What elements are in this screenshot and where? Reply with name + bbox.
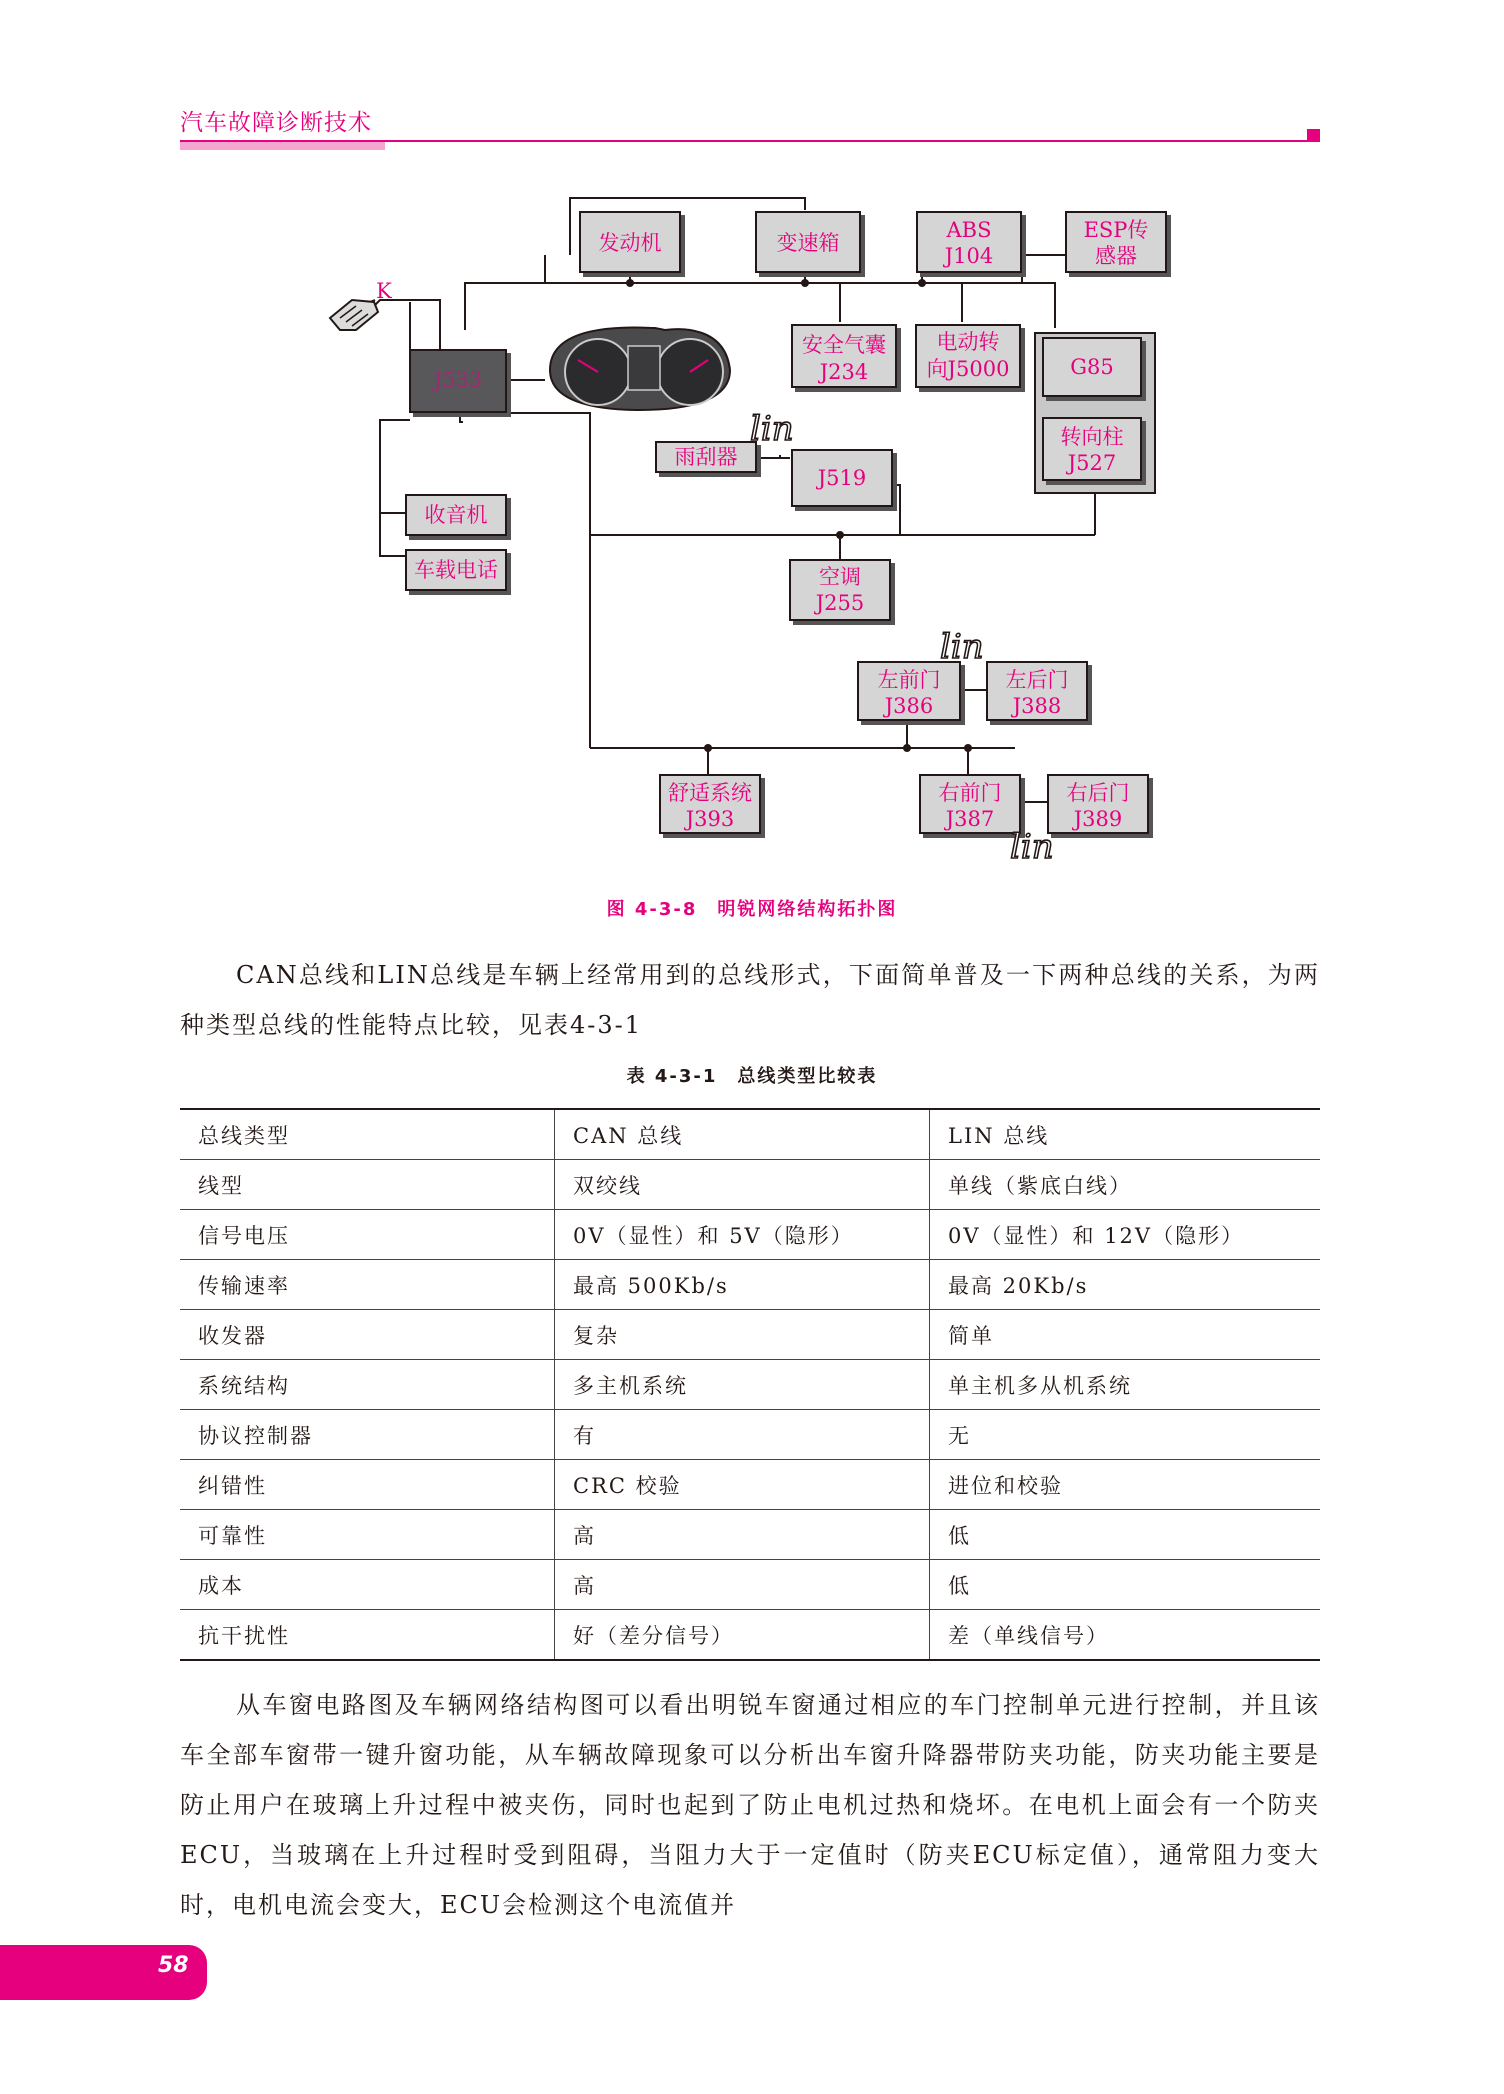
front-right-door-label-2: J387 [945, 807, 995, 831]
header-square-mark [1307, 129, 1320, 142]
steering-label-2: J527 [1067, 451, 1117, 475]
page-number: 58 [158, 1953, 189, 1978]
lin-label-right-doors: lin [1010, 827, 1054, 867]
table-cell: 低 [930, 1560, 1321, 1610]
table-cell: 高 [555, 1560, 930, 1610]
table-cell: 有 [555, 1410, 930, 1460]
table-row [180, 1510, 1320, 1560]
table-row [180, 1260, 1320, 1310]
table-row [180, 1210, 1320, 1260]
table-cell: 纠错性 [180, 1460, 555, 1510]
table-cell: 传输速率 [180, 1260, 555, 1310]
table-cell: 最高 500Kb/s [555, 1260, 930, 1310]
table-cell: 信号电压 [180, 1210, 555, 1260]
gateway-line-1: J533 [433, 368, 483, 392]
comfort-system-label-1: 舒适系统 [668, 781, 752, 805]
esp-label-1: ESP传 [1083, 218, 1149, 242]
table-row [180, 1560, 1320, 1610]
table-cell: 简单 [930, 1310, 1321, 1360]
table-cell: 协议控制器 [180, 1410, 555, 1460]
table-cell: 线型 [180, 1160, 555, 1210]
table-cell: 可靠性 [180, 1510, 555, 1560]
front-left-door-label-2: J386 [884, 694, 934, 718]
g85-label: G85 [1070, 355, 1114, 379]
table-row [180, 1360, 1320, 1410]
lin-label-left-doors: lin [940, 627, 984, 667]
table-row [180, 1460, 1320, 1510]
header-rule-accent [180, 142, 385, 150]
figure-caption: 图 4-3-8 明锐网络结构拓扑图 [606, 899, 898, 920]
module-boxes [406, 212, 1166, 833]
body-paragraph-text: 从车窗电路图及车辆网络结构图可以看出明锐车窗通过相应的车门控制单元进行控制，并且该车全部车窗带一键升窗功能，从车辆故障现象可以分析出车窗升降器带防夹功能，防夹功能主要是防止用户在玻璃上升过程中被夹伤，同时也起到了防止电机过热和烧坏。在电机上面会有一个防夹ECU，当玻璃在上升过程时受到阻碍，当阻力大于一定值时（防夹ECU标定值），通常阻力变大时，电机电流会变大，ECU会检测这个电流值并 [180, 1691, 1320, 1919]
airbag-label-1: 安全气囊 [802, 333, 886, 357]
intro-paragraph [180, 950, 1320, 1050]
table-cell: 多主机系统 [555, 1360, 930, 1410]
table-cell: 进位和校验 [930, 1460, 1321, 1510]
body-paragraph [180, 1680, 1320, 1930]
table-cell: 无 [930, 1410, 1321, 1460]
j519-label: J519 [817, 466, 867, 490]
table-cell: 低 [930, 1510, 1321, 1560]
table-cell: 单线（紫底白线） [930, 1160, 1321, 1210]
table-title: 表 4-3-1 总线类型比较表 [626, 1066, 878, 1087]
table-cell: 0V（显性）和 12V（隐形） [930, 1210, 1321, 1260]
table-row [180, 1410, 1320, 1460]
network-topology-diagram [300, 180, 1200, 880]
comfort-system-label-2: J393 [685, 807, 735, 831]
gearbox-label: 变速箱 [776, 231, 840, 255]
engine-label: 发动机 [598, 231, 662, 255]
table-cell: 最高 20Kb/s [930, 1260, 1321, 1310]
ac-label-1: 空调 [819, 565, 861, 589]
k-line-label: K [376, 279, 392, 303]
table-cell: CRC 校验 [555, 1460, 930, 1510]
rear-right-door-label-2: J389 [1073, 807, 1123, 831]
phone-label: 车载电话 [414, 558, 498, 582]
table-row [180, 1160, 1320, 1210]
table-cell: 抗干扰性 [180, 1610, 555, 1661]
table-cell: 高 [555, 1510, 930, 1560]
table-cell: 成本 [180, 1560, 555, 1610]
instrument-cluster-icon [550, 328, 730, 410]
eps-label-2: 向J5000 [926, 357, 1010, 381]
table-cell: 单主机多从机系统 [930, 1360, 1321, 1410]
table-cell: 双绞线 [555, 1160, 930, 1210]
table-header-row [180, 1109, 1320, 1160]
table-cell: 复杂 [555, 1310, 930, 1360]
front-left-door-label-1: 左前门 [877, 668, 941, 692]
table-cell: 收发器 [180, 1310, 555, 1360]
table-cell: 0V（显性）和 5V（隐形） [555, 1210, 930, 1260]
airbag-label-2: J234 [819, 360, 869, 384]
table-row [180, 1310, 1320, 1360]
abs-label-2: J104 [944, 244, 994, 268]
rear-right-door-label-1: 右后门 [1066, 781, 1130, 805]
front-right-door-label-1: 右前门 [938, 781, 1002, 805]
bus-comparison-table [180, 1108, 1320, 1661]
steering-label-1: 转向柱 [1060, 425, 1124, 449]
table-cell: LIN 总线 [930, 1109, 1321, 1160]
eps-label-1: 电动转 [936, 330, 1000, 354]
wiper-label: 雨刮器 [674, 445, 738, 469]
table-cell: 好（差分信号） [555, 1610, 930, 1661]
running-header-title: 汽车故障诊断技术 [180, 110, 372, 136]
lin-label-wiper: lin [750, 409, 794, 449]
table-cell: 差（单线信号） [930, 1610, 1321, 1661]
table-cell: CAN 总线 [555, 1109, 930, 1160]
rear-left-door-label-2: J388 [1012, 694, 1062, 718]
esp-label-2: 感器 [1095, 244, 1137, 268]
rear-left-door-label-1: 左后门 [1005, 668, 1069, 692]
table-cell: 总线类型 [180, 1109, 555, 1160]
ac-label-2: J255 [815, 591, 865, 615]
obd-connector-icon [330, 300, 378, 330]
table-row [180, 1610, 1320, 1661]
table-cell: 系统结构 [180, 1360, 555, 1410]
intro-paragraph-text: CAN总线和LIN总线是车辆上经常用到的总线形式，下面简单普及一下两种总线的关系，为两种类型总线的性能特点比较，见表4-3-1 [180, 961, 1320, 1039]
radio-label: 收音机 [424, 503, 488, 527]
abs-label-1: ABS [946, 218, 992, 242]
